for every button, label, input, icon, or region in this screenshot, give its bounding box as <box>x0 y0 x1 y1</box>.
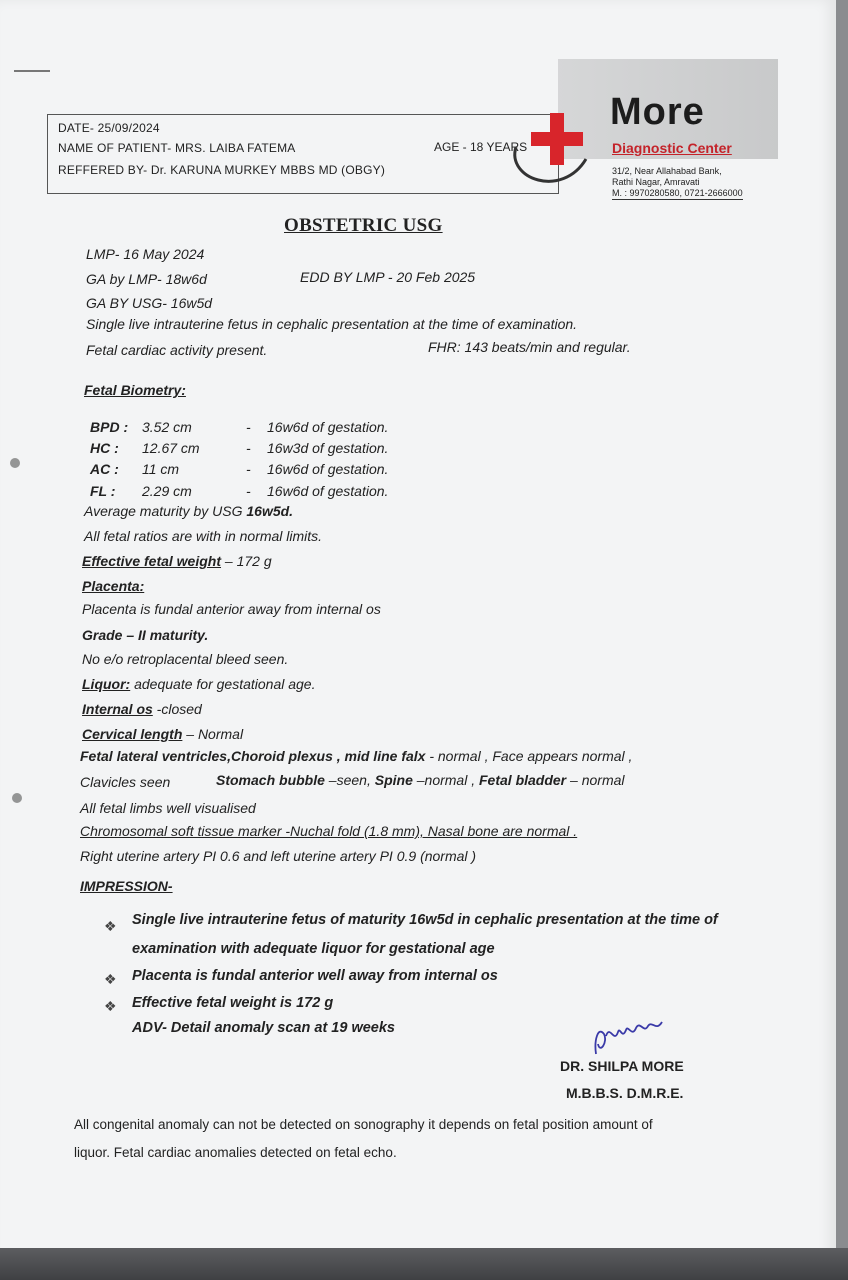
effective-fetal-weight <box>82 553 272 569</box>
report-title: OBSTETRIC USG <box>284 215 443 236</box>
biometry-dash: - <box>246 419 251 435</box>
biometry-value: 2.29 cm <box>142 483 192 499</box>
impression-item-1-line-2: examination with adequate liquor for gestational age <box>132 941 495 957</box>
cervical-length-label: Cervical length <box>82 726 183 742</box>
punch-hole <box>10 458 20 468</box>
biometry-heading: Fetal Biometry: <box>84 382 186 398</box>
efw-label: Effective fetal weight <box>82 553 222 569</box>
liquor-label: Liquor: <box>82 676 131 692</box>
biometry-dash: - <box>246 461 251 477</box>
placenta-text: Placenta is fundal anterior away from internal os <box>82 601 381 617</box>
biometry-label: AC : <box>90 461 119 477</box>
internal-os-label: Internal os <box>82 701 153 717</box>
clinic-logo <box>500 55 800 215</box>
biometry-label: BPD : <box>90 419 129 435</box>
impression-heading: IMPRESSION- <box>80 878 173 894</box>
bladder-text: – normal <box>566 772 625 788</box>
spine-label: Spine <box>374 772 413 788</box>
logo-name: More <box>610 91 705 133</box>
placenta-grade: Grade – II maturity. <box>82 627 209 643</box>
biometry-label: FL : <box>90 483 116 499</box>
referred-by: REFFERED BY- Dr. KARUNA MURKEY MBBS MD (OBGY) <box>58 163 386 177</box>
clavicles: Clavicles seen <box>80 774 171 790</box>
ventricles <box>80 748 632 764</box>
stomach-spine-bladder <box>216 772 625 788</box>
chromosomal-markers: Chromosomal soft tissue marker -Nuchal fold (1.8 mm), Nasal bone are normal . <box>80 823 578 839</box>
bullet-icon: ❖ <box>104 971 117 987</box>
logo-subtitle: Diagnostic Center <box>612 140 732 156</box>
punch-hole <box>12 793 22 803</box>
placenta-heading: Placenta: <box>82 578 145 594</box>
logo-swoosh-icon <box>502 139 592 199</box>
average-maturity-label: Average maturity by USG <box>84 503 247 519</box>
biometry-value: 12.67 cm <box>142 440 200 456</box>
cervical-length-text: – Normal <box>182 726 244 742</box>
impression-item-1-line-1: Single live intrauterine fetus of maturity 16w5d in cephalic presentation at the time of <box>132 912 718 928</box>
desk-edge <box>0 1248 848 1280</box>
ventricles-text: - normal , Face appears normal , <box>425 748 633 764</box>
fetal-ratios: All fetal ratios are with in normal limits. <box>84 528 323 544</box>
fetal-limbs: All fetal limbs well visualised <box>80 800 256 816</box>
biometry-label: HC : <box>90 440 119 456</box>
efw-value: – 172 g <box>221 553 272 569</box>
bladder-label: Fetal bladder <box>479 772 567 788</box>
internal-os <box>82 701 202 717</box>
impression-item-3: Effective fetal weight is 172 g <box>132 995 334 1011</box>
disclaimer-line-2: liquor. Fetal cardiac anomalies detected on fetal echo. <box>74 1145 397 1160</box>
address-line-1: 31/2, Near Allahabad Bank, <box>612 166 722 176</box>
advice: ADV- Detail anomaly scan at 19 weeks <box>132 1020 395 1036</box>
fhr: FHR: 143 beats/min and regular. <box>428 339 631 355</box>
patient-name: NAME OF PATIENT- MRS. LAIBA FATEMA <box>58 141 296 155</box>
ga-by-lmp: GA by LMP- 18w6d <box>86 271 207 287</box>
signature-icon <box>590 1014 670 1058</box>
lmp: LMP- 16 May 2024 <box>86 246 205 262</box>
patient-age: AGE - 18 YEARS <box>434 140 528 154</box>
biometry-ga: 16w6d of gestation. <box>267 461 389 477</box>
biometry-ga: 16w6d of gestation. <box>267 419 389 435</box>
edd: EDD BY LMP - 20 Feb 2025 <box>300 269 476 285</box>
uterine-artery: Right uterine artery PI 0.6 and left uterine artery PI 0.9 (normal ) <box>80 848 477 864</box>
spine-text: –normal , <box>412 772 479 788</box>
bullet-icon: ❖ <box>104 998 117 1014</box>
disclaimer-line-1: All congenital anomaly can not be detected on sonography it depends on fetal position amount of <box>74 1117 653 1132</box>
bullet-icon: ❖ <box>104 918 117 934</box>
average-maturity-value: 16w5d. <box>246 503 294 519</box>
impression-item-2: Placenta is fundal anterior well away from internal os <box>132 968 498 984</box>
liquor <box>82 676 315 692</box>
clinic-address <box>612 166 743 200</box>
internal-os-text: -closed <box>152 701 202 717</box>
address-line-2: Rathi Nagar, Amravati <box>612 177 700 187</box>
average-maturity <box>84 503 293 519</box>
patient-info-box <box>47 114 559 194</box>
biometry-ga: 16w6d of gestation. <box>267 483 389 499</box>
cardiac-activity: Fetal cardiac activity present. <box>86 342 268 358</box>
doctor-degree: M.B.B.S. D.M.R.E. <box>566 1085 684 1101</box>
stomach-text: –seen, <box>324 772 375 788</box>
report-date: DATE- 25/09/2024 <box>58 121 160 135</box>
page-mark <box>14 70 50 72</box>
biometry-dash: - <box>246 483 251 499</box>
cervical-length <box>82 726 243 742</box>
clinic-phone: M. : 9970280580, 0721-2666000 <box>612 188 743 198</box>
stomach-label: Stomach bubble <box>216 772 325 788</box>
biometry-dash: - <box>246 440 251 456</box>
liquor-text: adequate for gestational age. <box>130 676 316 692</box>
red-cross-bar <box>531 132 583 146</box>
biometry-value: 11 cm <box>142 461 180 477</box>
biometry-value: 3.52 cm <box>142 419 192 435</box>
ventricles-label: Fetal lateral ventricles,Choroid plexus , mid line falx <box>80 748 426 764</box>
retroplacental-bleed: No e/o retroplacental bleed seen. <box>82 651 289 667</box>
doctor-name: DR. SHILPA MORE <box>560 1058 684 1074</box>
ga-by-usg: GA BY USG- 16w5d <box>86 295 213 311</box>
biometry-ga: 16w3d of gestation. <box>267 440 389 456</box>
presentation: Single live intrauterine fetus in cephalic presentation at the time of examination. <box>86 316 578 332</box>
